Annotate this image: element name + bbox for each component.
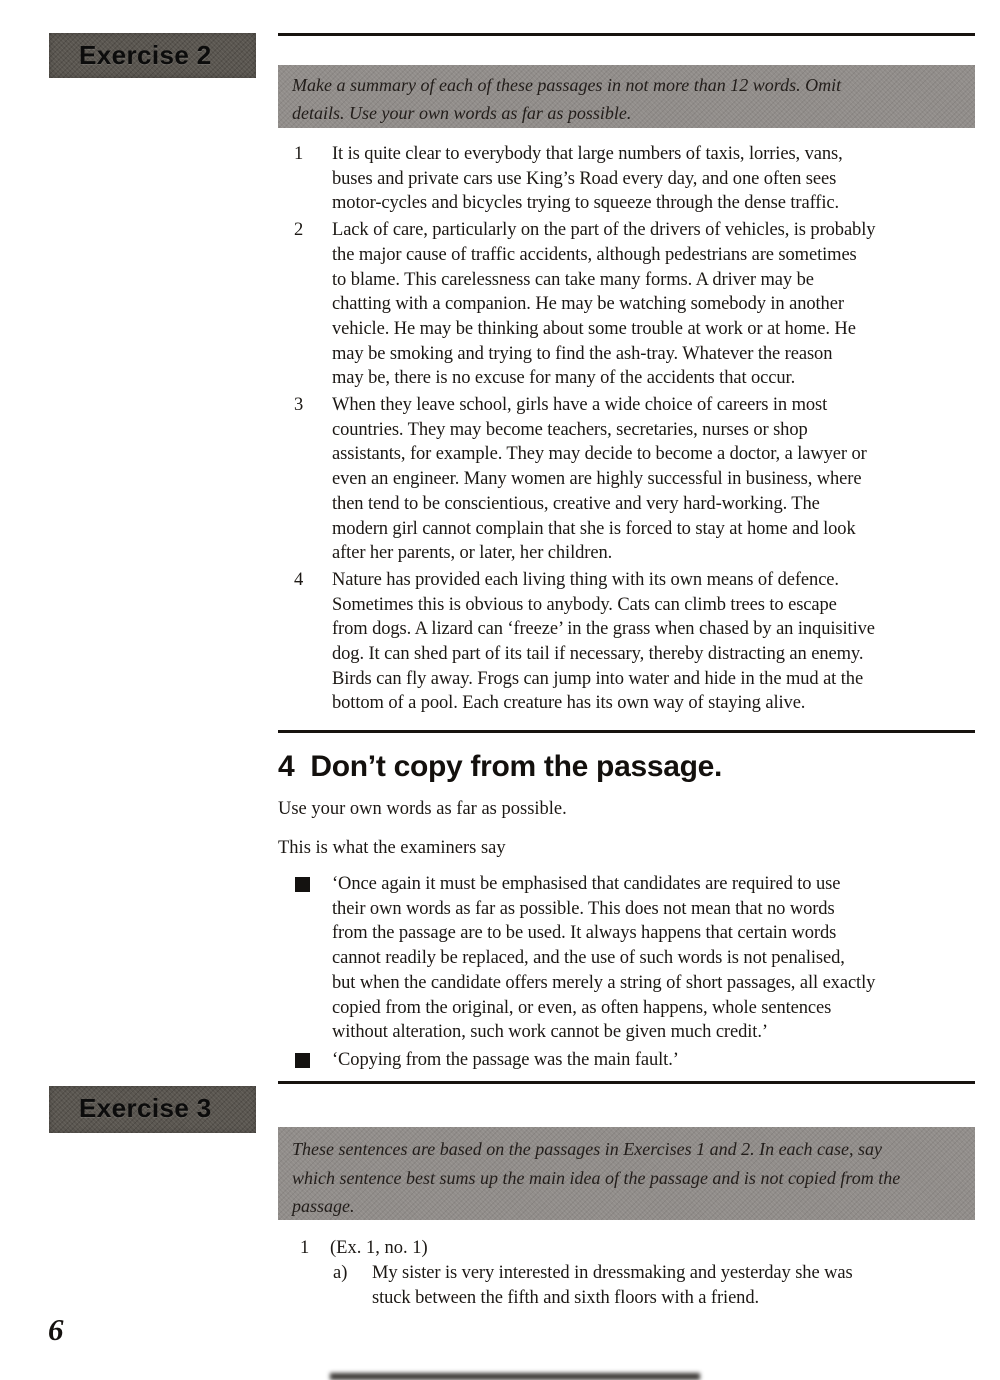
text-line: to blame. This carelessness can take many forms. A driver may be (332, 269, 814, 290)
subitem-text (372, 1261, 988, 1310)
square-bullet-icon (295, 877, 310, 892)
quote-text (332, 1048, 988, 1073)
divider-top (278, 33, 975, 36)
passage-2 (278, 218, 988, 391)
text-line: chatting with a companion. He may be watching somebody in another (332, 294, 844, 315)
bullet-column (278, 1048, 332, 1073)
text-line: countries. They may become teachers, secretaries, nurses or shop (332, 419, 808, 440)
text-line: Lack of care, particularly on the part of the drivers of vehicles, is probably (332, 220, 876, 241)
item-number: 1 (300, 1238, 310, 1258)
instruction-line: Make a summary of each of these passages in not more than 12 words. Omit (292, 75, 842, 95)
text-line: Nature has provided each living thing with its own means of defence. (332, 569, 839, 590)
quote-text (332, 872, 988, 1045)
divider-middle (278, 730, 975, 733)
text-line: copied from the original, or even, as often happens, whole sentences (332, 997, 832, 1018)
exercise-3-items (278, 1236, 988, 1310)
instruction-line: details. Use your own words as far as possible. (292, 102, 632, 123)
text-line: even an engineer. Many women are highly successful in business, where (332, 469, 862, 490)
divider-bottom (278, 1081, 975, 1084)
text-line: may be smoking and trying to find the ash-tray. Whatever the reason (332, 343, 833, 364)
scan-artifact (330, 1373, 700, 1380)
passage-text (332, 218, 988, 391)
text-line: the major cause of traffic accidents, although pedestrians are sometimes (332, 244, 857, 265)
section-number: 4 (278, 750, 295, 783)
item-1-header (278, 1236, 988, 1261)
passage-1 (278, 142, 988, 216)
passage-4 (278, 568, 988, 716)
bullet-column (278, 872, 332, 1045)
text-line: assistants, for example. They may decide to become a doctor, a lawyer or (332, 444, 867, 465)
subitem-letter: a) (333, 1263, 348, 1283)
passage-text (332, 568, 988, 716)
passage-text (332, 393, 988, 566)
exercise-3-title: Exercise 3 (79, 1093, 212, 1123)
section-intro: This is what the examiners say (278, 838, 506, 858)
section-subtext: Use your own words as far as possible. (278, 799, 567, 819)
passage-number: 4 (294, 569, 304, 590)
passage-3 (278, 393, 988, 566)
text-line: from dogs. A lizard can ‘freeze’ in the grass when chased by an inquisitive (332, 619, 875, 640)
text-line: ‘Copying from the passage was the main fault.’ (332, 1049, 679, 1070)
passage-number: 1 (294, 144, 304, 164)
text-line: My sister is very interested in dressmaking and yesterday she was (372, 1263, 853, 1283)
passage-text (332, 142, 988, 216)
text-line: Birds can fly away. Frogs can jump into water and hide in the mud at the (332, 668, 864, 689)
quote-list (278, 872, 988, 1076)
exercise-3-header (49, 1086, 256, 1133)
instruction-line: which sentence best sums up the main idea of the passage and is not copied from the (292, 1167, 901, 1188)
text-line: motor-cycles and bicycles trying to squeeze through the dense traffic. (332, 193, 840, 214)
text-line: cannot readily be replaced, and the use of such words is not penalised, (332, 948, 845, 969)
passage-list (278, 142, 988, 718)
passage-number: 2 (294, 220, 304, 241)
text-line: Sometimes this is obvious to anybody. Cats can climb trees to escape (332, 594, 837, 615)
text-line: buses and private cars use King’s Road every day, and one often sees (332, 168, 837, 189)
text-line: It is quite clear to everybody that large numbers of taxis, lorries, vans, (332, 144, 843, 164)
text-line: from the passage are to be used. It always happens that certain words (332, 923, 837, 944)
text-line: vehicle. He may be thinking about some trouble at work or at home. He (332, 318, 856, 339)
exercise-2-header (49, 33, 256, 78)
text-line: after her parents, or later, her children. (332, 543, 613, 564)
exercise-2-instruction-panel (278, 65, 975, 128)
exercise-3-instruction-panel (278, 1127, 975, 1220)
item-label: (Ex. 1, no. 1) (330, 1238, 428, 1258)
text-line: their own words as far as possible. This does not mean that no words (332, 898, 835, 919)
section-heading (278, 750, 722, 784)
quote-2 (278, 1048, 988, 1073)
text-line: dog. It can shed part of its tail if necessary, thereby distracting an enemy. (332, 644, 864, 665)
text-line: When they leave school, girls have a wide choice of careers in most (332, 395, 828, 416)
text-line: then tend to be conscientious, creative and very hard-working. The (332, 493, 820, 514)
instruction-line: These sentences are based on the passages in Exercises 1 and 2. In each case, say (292, 1139, 883, 1159)
passage-number: 3 (294, 395, 304, 416)
quote-1 (278, 872, 988, 1045)
exercise-2-title: Exercise 2 (79, 40, 212, 70)
text-line: may be, there is no excuse for many of the accidents that occur. (332, 368, 796, 389)
text-line: stuck between the fifth and sixth floors with a friend. (372, 1287, 760, 1308)
text-line: modern girl cannot complain that she is forced to stay at home and look (332, 518, 856, 539)
text-line: bottom of a pool. Each creature has its own way of staying alive. (332, 693, 806, 714)
section-title: Don’t copy from the passage. (310, 750, 723, 783)
item-1a (278, 1261, 988, 1310)
square-bullet-icon (295, 1053, 310, 1068)
text-line: but when the candidate offers merely a string of short passages, all exactly (332, 972, 876, 993)
text-line: without alteration, such work cannot be given much credit.’ (332, 1022, 768, 1043)
text-line: ‘Once again it must be emphasised that candidates are required to use (332, 874, 841, 894)
instruction-line: passage. (292, 1196, 355, 1216)
page-number: 6 (48, 1312, 64, 1347)
